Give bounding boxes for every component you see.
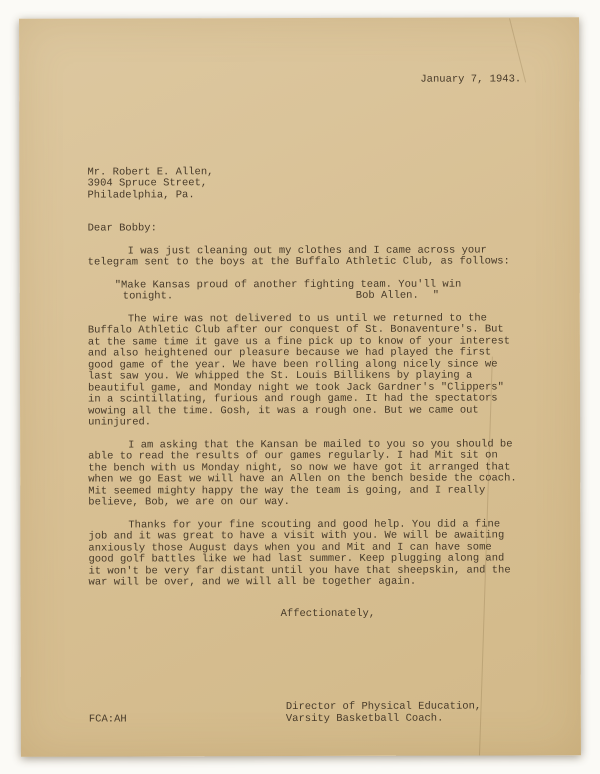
- letter-date: January 7, 1943.: [420, 73, 522, 86]
- paragraph-intro: I was just cleaning out my clothes and I came across your telegram sent to the boys at the Buffalo Athletic Club, as follows:: [87, 244, 510, 269]
- closing-valediction: Affectionately,: [280, 607, 376, 620]
- telegram-closing-quote: ": [432, 289, 440, 302]
- recipient-address: [87, 166, 521, 202]
- telegram-sender: Bob Allen.: [355, 289, 419, 302]
- paragraph-kansan: I am asking that the Kansan be mailed to you so you should be able to read the results of our games regularly. I had Mit sit on the bench with us Monday night, so now we have got it arranged that when we go East we will have an Allen on the bench beside the coach. Mit seemed mighty happy the way the team is going, and I really believe, Bob, we are on our way.: [88, 437, 517, 509]
- recipient-street: 3904 Spruce Street,: [87, 177, 208, 190]
- signature-title-2: Varsity Basketball Coach.: [285, 712, 444, 725]
- paragraph-wire: The wire was not delivered to us until we returned to the Buffalo Athletic Club after our conquest of St. Bonaventure's. But at the same time it gave us a fine pick up to know of your interest and also heightened our pleasure because we had played the first good game of the year. We have been rolling along nicely since we last saw you. We whipped the St. Louis Billikens by playing a beautiful game, and Monday night we took Jack Gardner's "Clippers" in a scintillating, furious and rough game. It had the spectators wowing all the time. Gosh, it was a rough one. But we came out uninjured.: [87, 312, 511, 429]
- signature-row: [89, 701, 523, 725]
- telegram-line1: "Make Kansas proud of another fighting team. You'll win: [114, 278, 462, 291]
- telegram-tonight: tonight.: [122, 290, 174, 303]
- telegram-line2: [123, 290, 495, 302]
- signature-title-1: Director of Physical Education,: [285, 700, 482, 714]
- letter-page: [19, 17, 581, 756]
- recipient-city: Philadelphia, Pa.: [87, 188, 195, 202]
- telegram-quote: [115, 279, 495, 303]
- typist-initials: FCA:AH: [88, 712, 127, 726]
- paragraph-thanks: Thanks for your fine scouting and good help. You did a fine job and it was great to have a visit with you. We will be awaiting anxiously those August days when you and Mit and I can have some good golf battles like we had last summer. Keep plugging along and it won't be very far distant until you have that sheepskin, and the war will be over, and we will all be together again.: [88, 517, 511, 589]
- recipient-name: Mr. Robert E. Allen,: [87, 165, 214, 179]
- signature-block: [286, 702, 481, 726]
- salutation: Dear Bobby:: [87, 222, 157, 235]
